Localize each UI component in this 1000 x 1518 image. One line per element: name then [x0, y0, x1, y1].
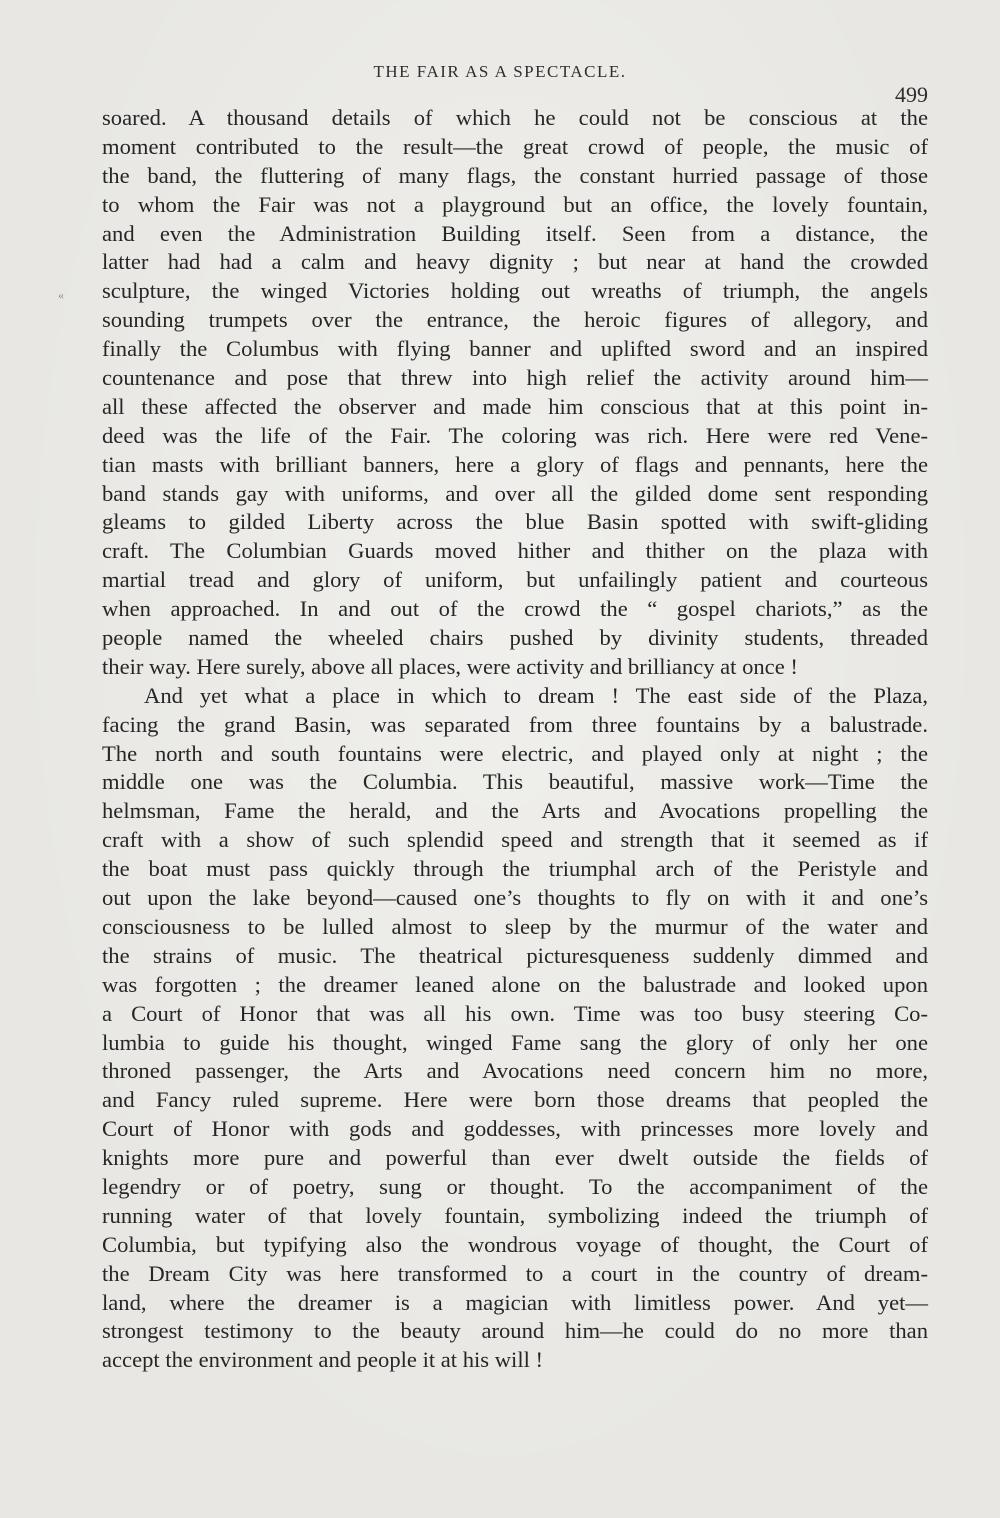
text-line: accept the environment and people it at his will !: [102, 1347, 544, 1373]
text-line: running water of that lovely fountain, symbolizing indeed the triumph of: [102, 1202, 928, 1228]
text-line: the Dream City was here transformed to a court in the country of dream-: [102, 1260, 928, 1286]
text-line: countenance and pose that threw into high relief the activity around him—: [102, 365, 928, 391]
text-line: The north and south fountains were electric, and played only at night ; the: [102, 740, 928, 766]
text-line: was forgotten ; the dreamer leaned alone on the balustrade and looked upon: [102, 971, 928, 997]
text-line: to whom the Fair was not a playground but an office, the lovely fountain,: [102, 191, 928, 217]
text-line: throned passenger, the Arts and Avocations need concern him no more,: [102, 1058, 928, 1084]
text-line: and even the Administration Building itself. Seen from a distance, the: [102, 220, 928, 246]
text-line: band stands gay with uniforms, and over all the gilded dome sent responding: [102, 480, 928, 506]
running-head: THE FAIR AS A SPECTACLE.: [373, 62, 627, 81]
text-line: people named the wheeled chairs pushed by divinity students, threaded: [102, 625, 928, 651]
text-line: when approached. In and out of the crowd the “ gospel chariots,” as the: [102, 596, 928, 622]
text-line: tian masts with brilliant banners, here a glory of flags and pennants, here the: [102, 451, 928, 477]
text-line: legendry or of poetry, sung or thought. To the accompaniment of the: [102, 1173, 928, 1199]
text-line: lumbia to guide his thought, winged Fame sang the glory of only her one: [102, 1029, 928, 1055]
text-line: all these affected the observer and made him conscious that at this point in-: [102, 393, 928, 419]
text-line: land, where the dreamer is a magician with limitless power. And yet—: [102, 1289, 928, 1315]
text-line: the band, the fluttering of many flags, the constant hurried passage of those: [102, 162, 928, 188]
text-line: moment contributed to the result—the great crowd of people, the music of: [102, 133, 928, 159]
text-line: And yet what a place in which to dream ! The east side of the Plaza,: [144, 682, 928, 708]
paragraph-1: [102, 104, 928, 682]
body-text: [102, 104, 928, 1375]
text-line: the strains of music. The theatrical picturesqueness suddenly dimmed and: [102, 942, 928, 968]
margin-mark: «: [58, 288, 64, 302]
text-line: deed was the life of the Fair. The coloring was rich. Here were red Vene-: [102, 422, 928, 448]
text-line: gleams to gilded Liberty across the blue Basin spotted with swift-gliding: [102, 509, 928, 535]
text-line: craft. The Columbian Guards moved hither and thither on the plaza with: [102, 538, 928, 564]
text-line: the boat must pass quickly through the triumphal arch of the Peristyle and: [102, 856, 928, 882]
text-line: sculpture, the winged Victories holding out wreaths of triumph, the angels: [102, 278, 928, 304]
text-line: Columbia, but typifying also the wondrous voyage of thought, the Court of: [102, 1231, 928, 1257]
text-line: finally the Columbus with flying banner and uplifted sword and an inspired: [102, 336, 928, 362]
text-line: middle one was the Columbia. This beautiful, massive work—Time the: [102, 769, 928, 795]
text-line: a Court of Honor that was all his own. Time was too busy steering Co-: [102, 1000, 928, 1026]
text-line: Court of Honor with gods and goddesses, with princesses more lovely and: [102, 1116, 928, 1142]
text-line: and Fancy ruled supreme. Here were born those dreams that peopled the: [102, 1087, 928, 1113]
text-line: martial tread and glory of uniform, but unfailingly patient and courteous: [102, 567, 928, 593]
text-line: knights more pure and powerful than ever dwelt outside the fields of: [102, 1145, 928, 1171]
text-line: strongest testimony to the beauty around him—he could do no more than: [102, 1318, 928, 1344]
page-number: 499: [895, 82, 928, 107]
text-line: soared. A thousand details of which he could not be conscious at the: [102, 105, 928, 130]
text-line: facing the grand Basin, was separated from three fountains by a balustrade.: [102, 711, 928, 737]
paragraph-2: [102, 682, 928, 1375]
text-line: consciousness to be lulled almost to sleep by the murmur of the water and: [102, 913, 928, 939]
text-line: latter had had a calm and heavy dignity ; but near at hand the crowded: [102, 249, 928, 275]
text-line: out upon the lake beyond—caused one’s thoughts to fly on with it and one’s: [102, 885, 928, 911]
text-line: sounding trumpets over the entrance, the heroic figures of allegory, and: [102, 307, 928, 333]
text-line: craft with a show of such splendid speed and strength that it seemed as if: [102, 827, 928, 853]
text-line: their way. Here surely, above all places, were activity and brilliancy at once !: [102, 653, 798, 679]
text-line: helmsman, Fame the herald, and the Arts and Avocations propelling the: [102, 798, 928, 824]
